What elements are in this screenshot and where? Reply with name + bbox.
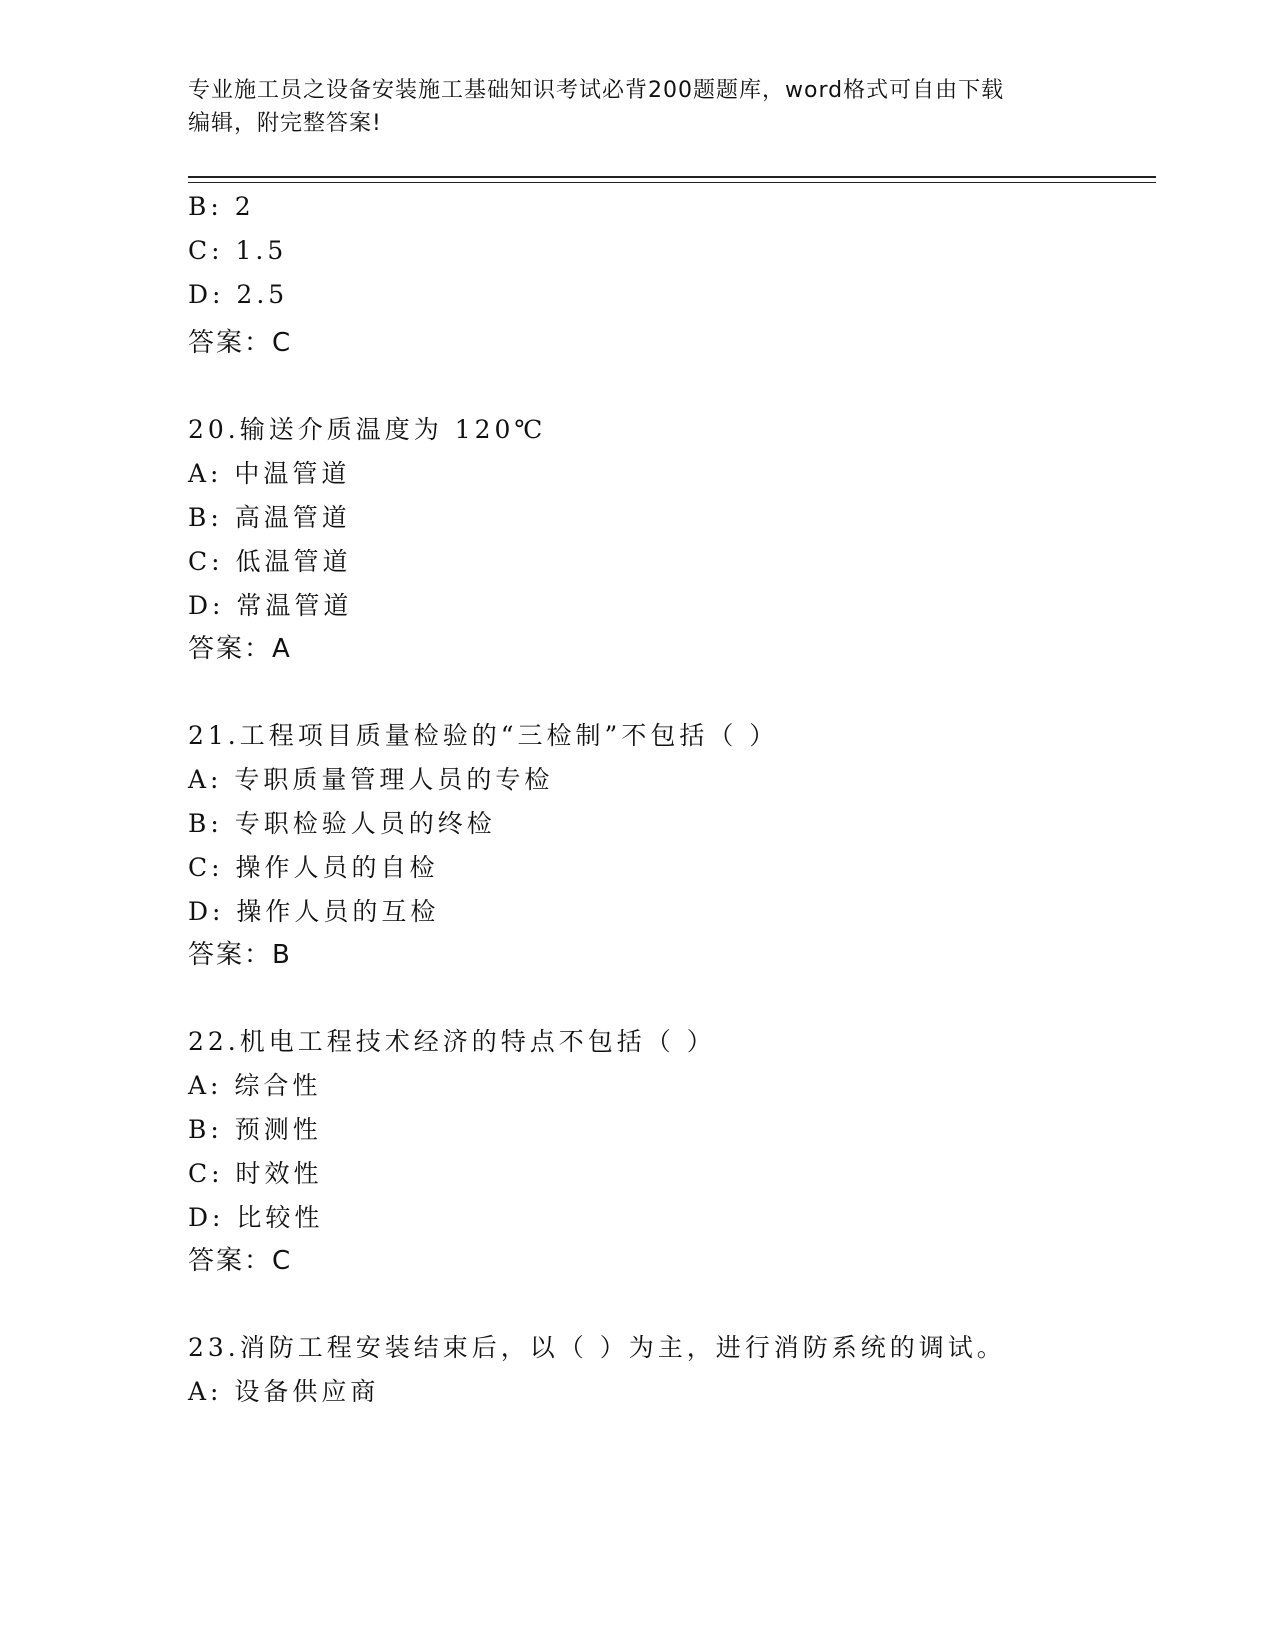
option-d: D: 常温管道 [188, 591, 353, 620]
question-title: 22.机电工程技术经济的特点不包括（ ） [188, 1027, 716, 1056]
document-header [188, 74, 1088, 140]
header-divider-thin [188, 182, 1156, 183]
header-divider-thick [188, 176, 1156, 178]
option-b: B: 预测性 [188, 1115, 322, 1144]
answer-line: 答案：A [188, 634, 292, 664]
answer-line: 答案：C [188, 328, 293, 358]
option-c: C: 1.5 [188, 236, 288, 265]
option-d: D: 2.5 [188, 280, 289, 309]
question-title: 23.消防工程安装结束后，以（ ）为主，进行消防系统的调试。 [188, 1333, 1006, 1362]
option-d: D: 比较性 [188, 1203, 324, 1232]
header-line-2: 编辑，附完整答案! [188, 111, 382, 136]
option-c: C: 时效性 [188, 1159, 323, 1188]
option-b: B: 2 [188, 192, 255, 221]
option-a: A: 综合性 [188, 1071, 322, 1100]
question-title: 21.工程项目质量检验的“三检制”不包括（ ） [188, 721, 779, 750]
answer-line: 答案：B [188, 940, 292, 970]
header-line-1: 专业施工员之设备安装施工基础知识考试必背200题题库，word格式可自由下载 [188, 78, 1005, 103]
option-a: A: 设备供应商 [188, 1377, 380, 1406]
option-b: B: 高温管道 [188, 503, 351, 532]
option-c: C: 操作人员的自检 [188, 853, 439, 882]
option-c: C: 低温管道 [188, 547, 352, 576]
option-d: D: 操作人员的互检 [188, 897, 440, 926]
answer-line: 答案：C [188, 1246, 293, 1276]
option-a: A: 中温管道 [188, 459, 351, 488]
option-a: A: 专职质量管理人员的专检 [188, 765, 554, 794]
question-title: 20.输送介质温度为 120℃ [188, 415, 547, 444]
option-b: B: 专职检验人员的终检 [188, 809, 496, 838]
